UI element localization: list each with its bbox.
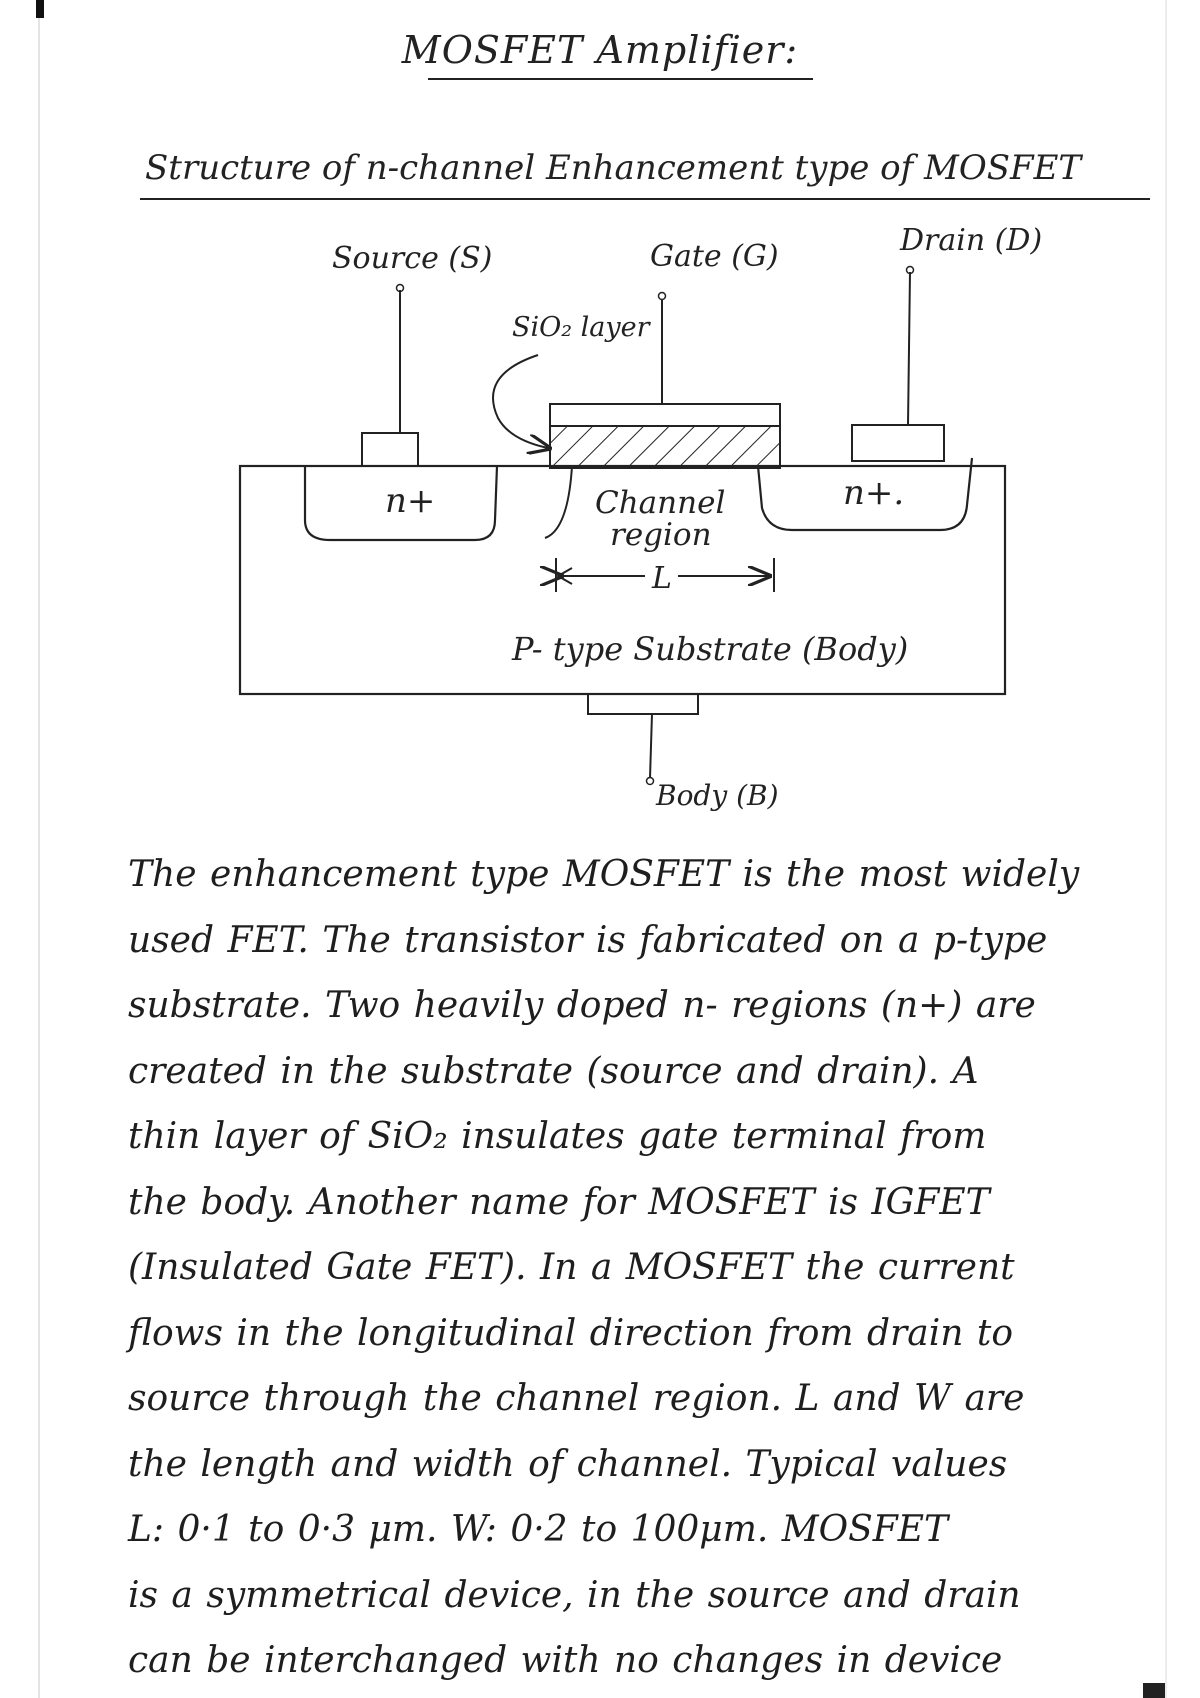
channel-length-label: L [652,561,672,596]
drain-contact [852,425,944,461]
n-plus-drain-label: n+. [843,473,905,513]
paragraph-line: flows in the longitudinal direction from drain to [128,1312,1014,1354]
paragraph-line: the length and width of channel. Typical values [128,1443,1008,1485]
paragraph-line: thin layer of SiO₂ insulates gate terminal from [128,1116,987,1157]
paragraph-line: is a symmetrical device, in the source and drain [128,1574,1021,1616]
paragraph-line: created in the substrate (source and drain). A [128,1050,979,1092]
paragraph-line: can be interchanged with no changes in device [128,1640,1003,1681]
substrate-label: P- type Substrate (Body) [512,630,909,668]
mosfet-structure-diagram [0,0,1200,820]
paragraph-line: The enhancement type MOSFET is the most widely [128,854,1080,895]
paragraph-line: source through the channel region. L and W are [128,1378,1025,1419]
paragraph-line: L: 0·1 to 0·3 μm. W: 0·2 to 100μm. MOSFET [128,1509,949,1550]
paragraph-line: substrate. Two heavily doped n- regions (n+) are [128,985,1036,1026]
gate-metal [550,404,780,426]
sio2-pointer-arrow [493,355,548,448]
page-title: MOSFET Amplifier: [401,28,799,72]
gate-label: Gate (G) [650,239,779,274]
channel-boundary [545,466,572,538]
body-terminal-dot [647,778,654,785]
sio2-layer-label: SiO₂ layer [512,312,650,343]
paragraph-line: the body. Another name for MOSFET is IGFET [128,1181,990,1223]
section-heading: Structure of n-channel Enhancement type of MOSFET [145,148,1082,188]
channel-label: Channel [595,485,726,521]
gate-terminal-dot [659,293,666,300]
body-contact [588,694,698,714]
n-plus-source-label: n+ [385,481,436,521]
source-contact [362,433,418,466]
region-label: region [610,517,712,553]
body-lead [650,714,652,778]
scan-corner-mark [1143,1683,1165,1698]
drain-lead [908,272,910,425]
sio2-oxide-layer [550,426,780,468]
paragraph-line: used FET. The transistor is fabricated on a p-type [128,919,1048,961]
paragraph-line: (Insulated Gate FET). In a MOSFET the current [128,1247,1015,1288]
source-label: Source (S) [332,241,493,276]
drain-label: Drain (D) [900,223,1043,258]
body-label: Body (B) [656,779,779,812]
description-paragraph [128,842,1128,1694]
